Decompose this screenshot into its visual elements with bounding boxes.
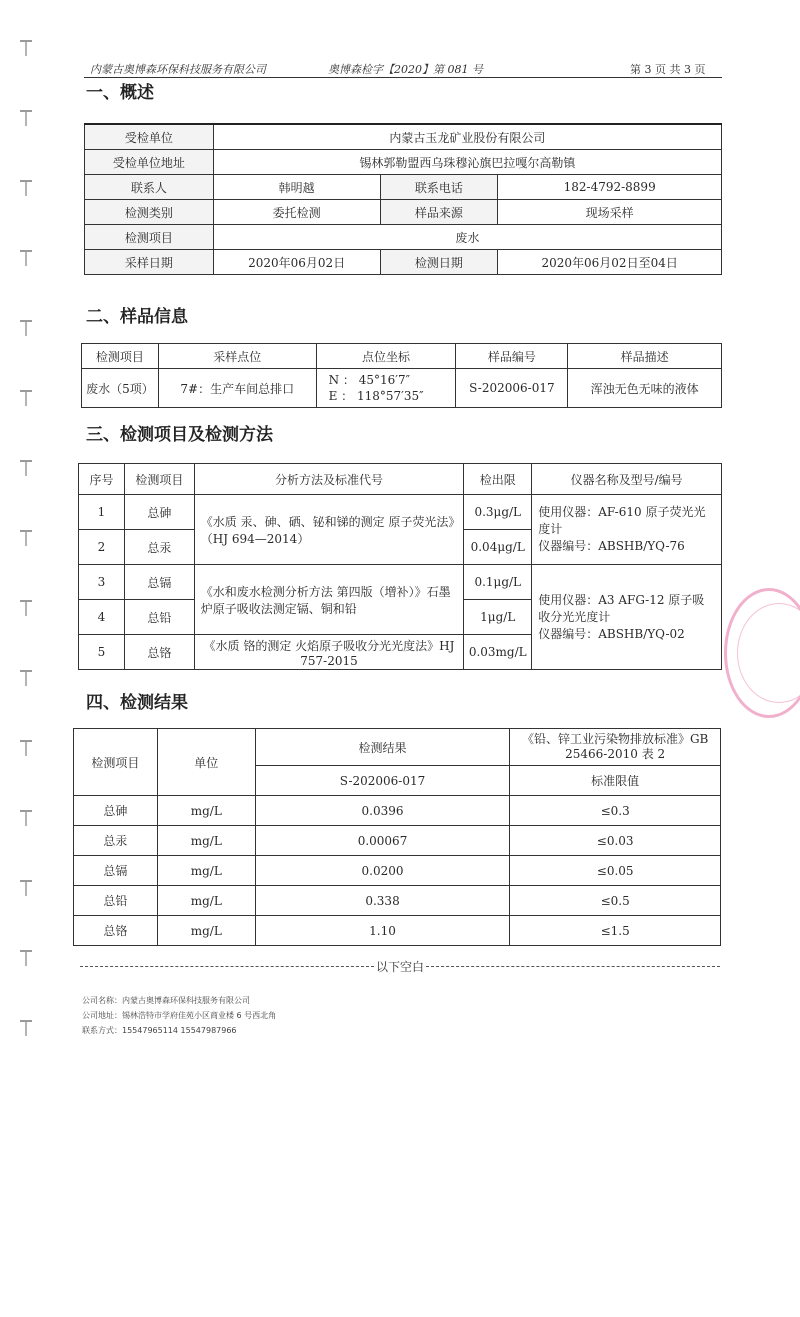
column-header: 点位坐标 — [316, 344, 456, 369]
phone-label: 联系电话 — [380, 175, 498, 200]
footer-company-name: 公司名称：内蒙古奥博森环保科技服务有限公司 — [82, 996, 250, 1005]
dashed-line-right — [426, 966, 720, 967]
results-table — [73, 728, 721, 946]
table-row — [74, 886, 721, 916]
contact-label: 联系人 — [85, 175, 214, 200]
blank-below-text: 以下空白 — [376, 960, 425, 974]
result-limit: ≤0.05 — [510, 856, 721, 886]
column-header: 分析方法及标准代号 — [194, 464, 463, 495]
method-cadmium-lead: 《水和废水检测分析方法 第四版（增补）》石墨炉原子吸收法测定镉、铜和铅 — [194, 565, 463, 635]
row-limit: 0.1μg/L — [464, 565, 532, 600]
column-header: 样品编号 — [456, 344, 568, 369]
type-value: 委托检测 — [213, 200, 380, 225]
row-number: 3 — [79, 565, 125, 600]
result-limit: ≤0.3 — [510, 796, 721, 826]
blank-below-note — [80, 958, 720, 975]
result-limit: ≤0.03 — [510, 826, 721, 856]
section-title-methods: 三、检测项目及检测方法 — [86, 425, 273, 445]
header-company: 内蒙古奥博森环保科技服务有限公司 — [90, 63, 266, 76]
column-header: 样品描述 — [568, 344, 722, 369]
result-unit: mg/L — [157, 796, 255, 826]
coord-north: N ： 45°16′7″ — [328, 373, 411, 387]
result-item: 总铅 — [74, 886, 158, 916]
method-arsenic-mercury: 《水质 汞、砷、硒、铋和锑的测定 原子荧光法》（HJ 694—2014） — [194, 495, 463, 565]
sample-number: S-202006-017 — [456, 369, 568, 408]
item-label: 检测项目 — [85, 225, 214, 250]
footer-company-address: 公司地址：锡林浩特市学府佳苑小区商业楼 6 号西北角 — [82, 1011, 277, 1020]
source-label: 样品来源 — [380, 200, 498, 225]
table-header-row — [74, 729, 721, 766]
row-item: 总汞 — [124, 530, 194, 565]
result-item: 总汞 — [74, 826, 158, 856]
column-header-sample-no: S-202006-017 — [255, 766, 510, 796]
table-row — [85, 250, 722, 275]
table-row — [74, 826, 721, 856]
result-value: 0.338 — [255, 886, 510, 916]
row-number: 4 — [79, 600, 125, 635]
test-date-label: 检测日期 — [380, 250, 498, 275]
table-row — [74, 796, 721, 826]
address-label: 受检单位地址 — [85, 150, 214, 175]
table-row — [85, 225, 722, 250]
result-unit: mg/L — [157, 916, 255, 946]
column-header-standard: 《铅、锌工业污染物排放标准》GB 25466-2010 表 2 — [510, 729, 721, 766]
column-header-item: 检测项目 — [74, 729, 158, 796]
instrument-afs — [532, 495, 722, 565]
header-page-number: 第 3 页 共 3 页 — [630, 63, 706, 76]
table-header-row — [79, 464, 722, 495]
row-number: 5 — [79, 635, 125, 670]
overview-table — [84, 123, 722, 275]
column-header: 采样点位 — [158, 344, 316, 369]
table-header-row — [82, 344, 722, 369]
instrument-afs-name: 使用仪器：AF-610 原子荧光光度计 — [538, 505, 706, 536]
row-limit: 0.3μg/L — [464, 495, 532, 530]
client-label: 受检单位 — [85, 124, 214, 150]
column-header-unit: 单位 — [157, 729, 255, 796]
contact-value: 韩明越 — [213, 175, 380, 200]
result-value: 0.00067 — [255, 826, 510, 856]
row-number: 1 — [79, 495, 125, 530]
sample-item: 废水（5项） — [82, 369, 159, 408]
column-header-result: 检测结果 — [255, 729, 510, 766]
result-item: 总砷 — [74, 796, 158, 826]
column-header: 仪器名称及型号/编号 — [532, 464, 722, 495]
result-item: 总铬 — [74, 916, 158, 946]
address-value: 锡林郭勒盟西乌珠穆沁旗巴拉嘎尔高勒镇 — [213, 150, 721, 175]
table-row — [79, 565, 722, 600]
row-item: 总镉 — [124, 565, 194, 600]
column-header-limit: 标准限值 — [510, 766, 721, 796]
phone-value: 182-4792-8899 — [498, 175, 722, 200]
result-value: 0.0200 — [255, 856, 510, 886]
row-item: 总砷 — [124, 495, 194, 530]
column-header: 检测项目 — [124, 464, 194, 495]
binder-marks — [20, 40, 34, 1090]
coord-east: E ： 118°57′35″ — [328, 389, 424, 403]
section-title-sample-info: 二、样品信息 — [86, 307, 188, 327]
official-seal-stamp — [724, 588, 800, 718]
instrument-aas — [532, 565, 722, 670]
result-value: 1.10 — [255, 916, 510, 946]
company-footer — [82, 993, 276, 1038]
dashed-line-left — [80, 966, 374, 967]
row-item: 总铬 — [124, 635, 194, 670]
client-value: 内蒙古玉龙矿业股份有限公司 — [213, 124, 721, 150]
method-chromium: 《水质 铬的测定 火焰原子吸收分光光度法》HJ 757-2015 — [194, 635, 463, 670]
column-header: 检出限 — [464, 464, 532, 495]
item-value: 废水 — [213, 225, 721, 250]
sampling-value: 2020年06月02日 — [213, 250, 380, 275]
methods-table — [78, 463, 722, 670]
table-row — [85, 200, 722, 225]
column-header: 序号 — [79, 464, 125, 495]
test-date-value: 2020年06月02日至04日 — [498, 250, 722, 275]
table-row — [85, 150, 722, 175]
instrument-aas-name: 使用仪器：A3 AFG-12 原子吸收分光光度计 — [538, 592, 705, 624]
header-divider — [84, 77, 722, 78]
type-label: 检测类别 — [85, 200, 214, 225]
instrument-aas-id: 仪器编号：ABSHB/YQ-02 — [538, 626, 685, 641]
table-row — [74, 856, 721, 886]
result-unit: mg/L — [157, 826, 255, 856]
instrument-afs-id: 仪器编号：ABSHB/YQ-76 — [538, 539, 685, 553]
table-row — [82, 369, 722, 408]
table-row — [74, 916, 721, 946]
row-limit: 0.04μg/L — [464, 530, 532, 565]
result-unit: mg/L — [157, 856, 255, 886]
row-item: 总铅 — [124, 600, 194, 635]
header-report-no: 奥博森检字【2020】第 081 号 — [328, 63, 483, 76]
source-value: 现场采样 — [498, 200, 722, 225]
result-value: 0.0396 — [255, 796, 510, 826]
footer-contact: 联系方式：15547965114 15547987966 — [82, 1026, 237, 1035]
sample-coordinates — [316, 369, 456, 408]
table-row — [85, 124, 722, 150]
result-limit: ≤1.5 — [510, 916, 721, 946]
sample-table — [81, 343, 722, 408]
row-limit: 1μg/L — [464, 600, 532, 635]
sampling-label: 采样日期 — [85, 250, 214, 275]
section-title-overview: 一、概述 — [86, 83, 154, 103]
row-limit: 0.03mg/L — [464, 635, 532, 670]
column-header: 检测项目 — [82, 344, 159, 369]
result-item: 总镉 — [74, 856, 158, 886]
row-number: 2 — [79, 530, 125, 565]
section-title-results: 四、检测结果 — [86, 693, 188, 713]
result-limit: ≤0.5 — [510, 886, 721, 916]
result-unit: mg/L — [157, 886, 255, 916]
sample-description: 浑浊无色无味的液体 — [568, 369, 722, 408]
sample-point: 7#：生产车间总排口 — [158, 369, 316, 408]
table-row — [85, 175, 722, 200]
table-row — [79, 495, 722, 530]
